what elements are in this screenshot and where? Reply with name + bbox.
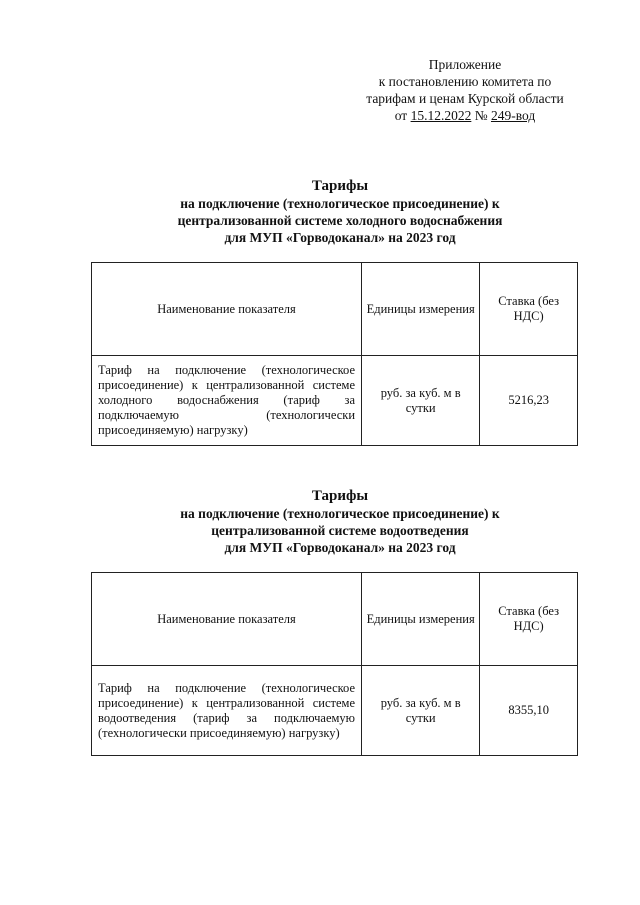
tariff-title-line: централизованной системе водоотведения	[211, 523, 469, 538]
annex-date-prefix: от	[394, 108, 411, 123]
tariff-title-main: Тарифы	[311, 488, 369, 504]
table-header-row	[92, 573, 578, 666]
annex-line-3: тарифам и ценам Курской области	[366, 91, 564, 106]
table-row	[92, 356, 578, 446]
annex-line-1: Приложение	[428, 57, 502, 72]
header-name: Наименование показателя	[92, 263, 362, 356]
tariff-title-line: для МУП «Горводоканал» на 2023 год	[224, 540, 456, 555]
tariff-title-line: на подключение (технологическое присоединение) к	[180, 506, 500, 521]
table-row	[92, 666, 578, 756]
tariff-title-main: Тарифы	[311, 178, 369, 194]
header-rate: Ставка (без НДС)	[480, 263, 578, 356]
annex-date: 15.12.2022	[410, 108, 472, 123]
tariff-title-line: для МУП «Горводоканал» на 2023 год	[224, 230, 456, 245]
annex-number-sign: №	[471, 108, 491, 123]
row-units: руб. за куб. м в сутки	[362, 356, 480, 446]
row-name: Тариф на подключение (технологическое присоединение) к централизованной системе холодного водоснабжения (тариф за подключаемую (технологически присоединяемую) нагрузку)	[92, 356, 362, 446]
table-header-row	[92, 263, 578, 356]
tariff-title-1	[60, 178, 620, 246]
row-rate: 5216,23	[480, 356, 578, 446]
tariff-table-2	[91, 572, 578, 756]
tariff-title-2	[60, 488, 620, 556]
annex-line-2: к постановлению комитета по	[378, 74, 552, 89]
header-units: Единицы измерения	[362, 263, 480, 356]
annex-header	[330, 56, 600, 124]
annex-line-4	[330, 107, 600, 124]
row-rate: 8355,10	[480, 666, 578, 756]
header-rate: Ставка (без НДС)	[480, 573, 578, 666]
header-units: Единицы измерения	[362, 573, 480, 666]
row-name: Тариф на подключение (технологическое присоединение) к централизованной системе водоотведения (тариф за подключаемую (технологически присоединяемую) нагрузку)	[92, 666, 362, 756]
header-name: Наименование показателя	[92, 573, 362, 666]
tariff-title-line: централизованной системе холодного водоснабжения	[177, 213, 503, 228]
row-units: руб. за куб. м в сутки	[362, 666, 480, 756]
tariff-title-line: на подключение (технологическое присоединение) к	[180, 196, 500, 211]
tariff-table-1	[91, 262, 578, 446]
annex-number: 249-вод	[490, 108, 536, 123]
